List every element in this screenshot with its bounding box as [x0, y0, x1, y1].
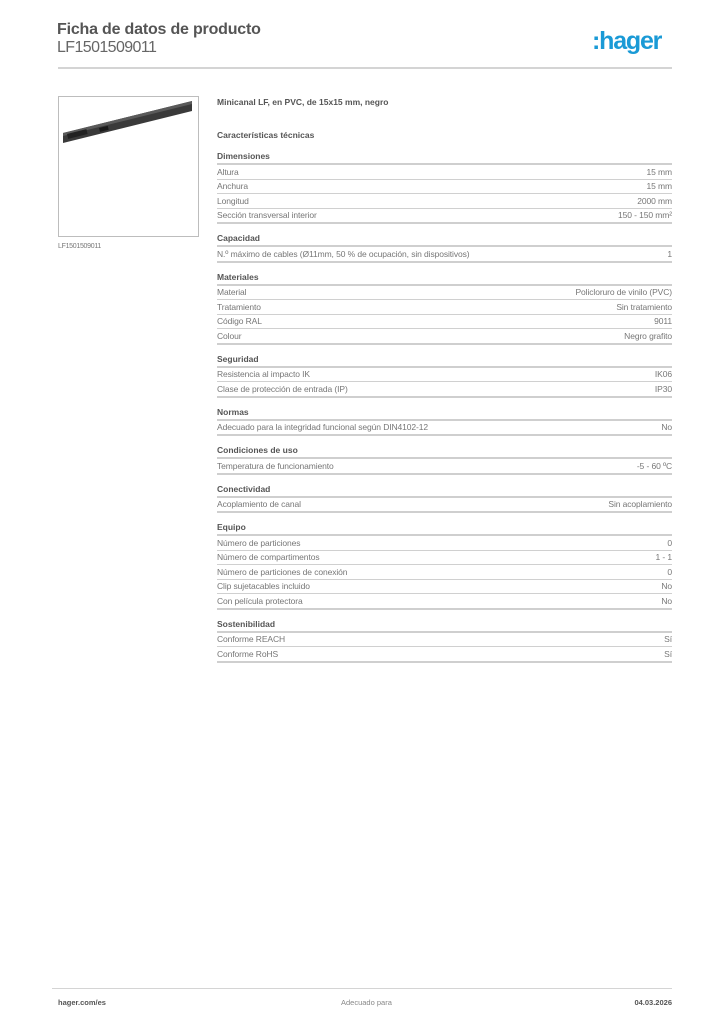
spec-row: [217, 382, 672, 398]
spec-value: IP30: [654, 383, 672, 394]
spec-label: Acoplamiento de canal: [217, 499, 301, 510]
spec-label: Longitud: [217, 195, 249, 206]
group-capacidad: [217, 233, 672, 263]
spec-value: Policloruro de vinilo (PVC): [575, 287, 672, 298]
group-equipo: [217, 522, 672, 610]
spec-value: Sí: [664, 634, 672, 645]
spec-value: Sin tratamiento: [616, 301, 672, 312]
spec-row: [217, 329, 672, 345]
group-title: Sostenibilidad: [217, 619, 672, 633]
spec-row: [217, 315, 672, 330]
section-title: Características técnicas: [217, 130, 315, 140]
spec-label: Código RAL: [217, 316, 262, 327]
group-seguridad: [217, 354, 672, 398]
group-sostenibilidad: [217, 619, 672, 663]
spec-row: [217, 536, 672, 551]
product-description: Minicanal LF, en PVC, de 15x15 mm, negro: [217, 97, 389, 107]
group-normas: [217, 407, 672, 437]
spec-label: Conforme REACH: [217, 634, 286, 645]
spec-label: Colour: [217, 330, 242, 341]
spec-label: Clase de protección de entrada (IP): [217, 383, 348, 394]
spec-value: 0: [667, 537, 672, 548]
spec-value: 2000 mm: [637, 195, 672, 206]
spec-row: [217, 286, 672, 301]
group-title: Capacidad: [217, 233, 672, 247]
spec-value: 1: [667, 248, 672, 259]
spec-row: [217, 165, 672, 180]
spec-label: Conforme RoHS: [217, 648, 279, 659]
footer-center-text: Adecuado para: [341, 998, 392, 1007]
spec-row: [217, 421, 672, 437]
spec-value: 15 mm: [646, 181, 672, 192]
spec-value: Sin acoplamiento: [608, 499, 672, 510]
group-title: Materiales: [217, 272, 672, 286]
group-title: Normas: [217, 407, 672, 421]
spec-label: Temperatura de funcionamiento: [217, 460, 334, 471]
spec-label: Resistencia al impacto IK: [217, 369, 310, 380]
spec-value: 1 - 1: [655, 552, 672, 563]
spec-value: 0: [667, 566, 672, 577]
spec-label: Anchura: [217, 181, 248, 192]
spec-value: Sí: [664, 648, 672, 659]
page-title: Ficha de datos de producto: [57, 21, 261, 38]
spec-row: [217, 647, 672, 663]
spec-label: Número de compartimentos: [217, 552, 320, 563]
group-title: Condiciones de uso: [217, 445, 672, 459]
spec-value: No: [661, 581, 672, 592]
spec-label: N.º máximo de cables (Ø11mm, 50 % de ocupación, sin dispositivos): [217, 248, 470, 259]
spec-label: Tratamiento: [217, 301, 261, 312]
spec-label: Clip sujetacables incluido: [217, 581, 310, 592]
image-caption: LF1501509011: [58, 243, 101, 250]
spec-value: 150 - 150 mm²: [618, 210, 672, 221]
spec-row: [217, 194, 672, 209]
spec-sheet: [217, 96, 672, 672]
footer-divider: [52, 988, 672, 989]
spec-label: Con película protectora: [217, 595, 303, 606]
group-title: Equipo: [217, 522, 672, 536]
spec-row: [217, 209, 672, 225]
spec-label: Sección transversal interior: [217, 210, 317, 221]
spec-row: [217, 180, 672, 195]
group-dimensiones: [217, 151, 672, 224]
spec-label: Número de particiones: [217, 537, 301, 548]
group-condiciones-de-uso: [217, 445, 672, 475]
spec-value: -5 - 60 ºC: [636, 460, 672, 471]
spec-label: Material: [217, 287, 247, 298]
spec-value: No: [661, 595, 672, 606]
spec-row: [217, 368, 672, 383]
spec-row: [217, 551, 672, 566]
spec-row: [217, 498, 672, 514]
group-title: Conectividad: [217, 484, 672, 498]
spec-row: [217, 594, 672, 610]
product-image: [58, 96, 199, 237]
spec-value: IK06: [654, 369, 672, 380]
hager-logo: :hager: [592, 27, 662, 55]
spec-value: No: [661, 422, 672, 433]
group-title: Dimensiones: [217, 151, 672, 165]
spec-row: [217, 247, 672, 263]
header-divider: [58, 67, 672, 69]
spec-label: Número de particiones de conexión: [217, 566, 348, 577]
spec-row: [217, 565, 672, 580]
product-reference: LF1501509011: [57, 39, 157, 56]
spec-row: [217, 580, 672, 595]
spec-label: Altura: [217, 166, 239, 177]
spec-row: [217, 633, 672, 648]
group-title: Seguridad: [217, 354, 672, 368]
spec-row: [217, 300, 672, 315]
group-conectividad: [217, 484, 672, 514]
spec-value: 15 mm: [646, 166, 672, 177]
spec-label: Adecuado para la integridad funcional según DIN4102-12: [217, 422, 429, 433]
spec-row: [217, 459, 672, 475]
minicanal-illustration: [59, 97, 198, 236]
footer-date: 04.03.2026: [634, 998, 672, 1007]
group-materiales: [217, 272, 672, 345]
spec-value: Negro grafito: [624, 330, 672, 341]
spec-value: 9011: [654, 316, 672, 327]
footer-website-link[interactable]: hager.com/es: [58, 998, 106, 1007]
